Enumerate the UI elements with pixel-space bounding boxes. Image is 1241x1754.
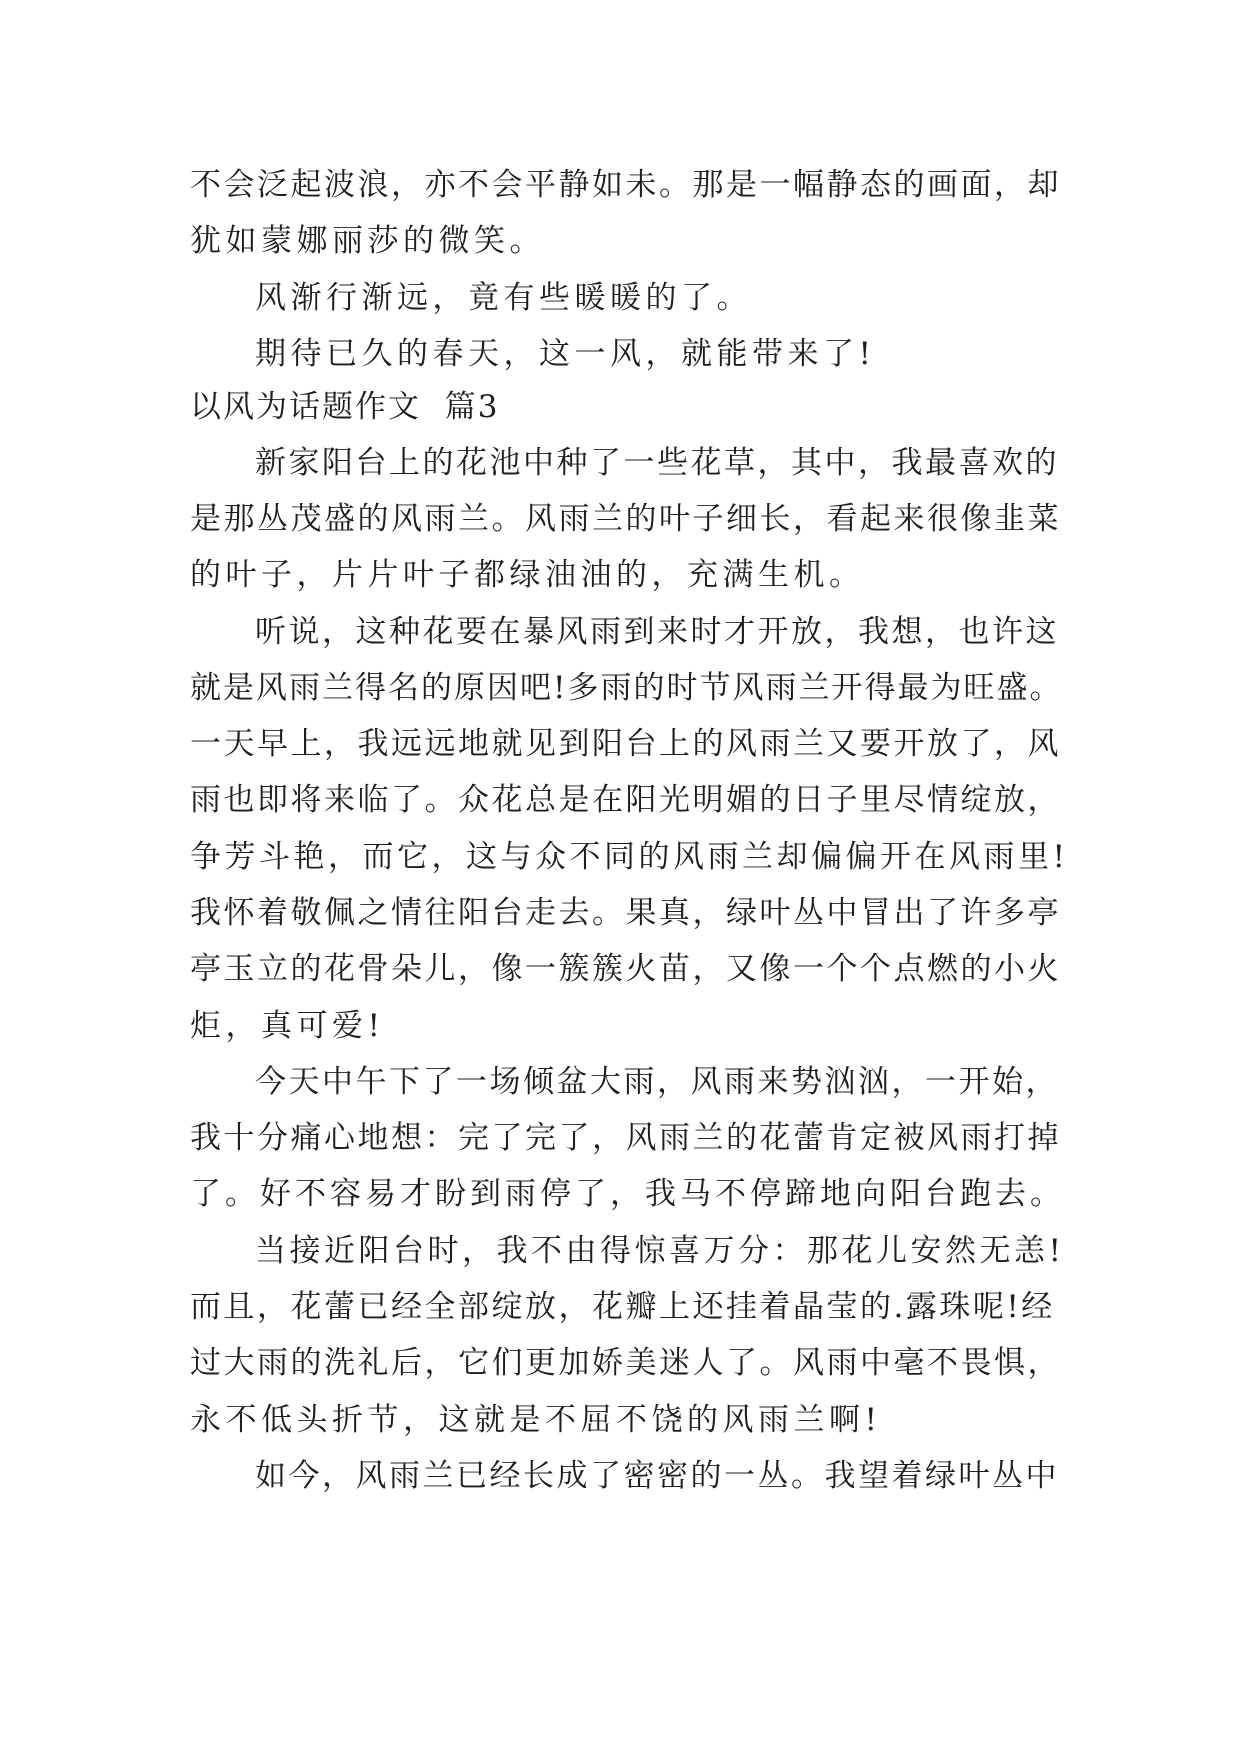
text-line: 永不低头折节，这就是不屈不饶的风雨兰啊! xyxy=(190,1402,882,1438)
section-heading: 以风为话题作文 篇3 xyxy=(190,389,500,425)
text-line: 我十分痛心地想：完了完了，风雨兰的花蕾肯定被风雨打掉 xyxy=(190,1120,1061,1156)
text-line: 风渐行渐远，竟有些暖暖的了。 xyxy=(255,280,752,316)
text-line: 听说，这种花要在暴风雨到来时才开放，我想，也许这 xyxy=(255,614,1059,650)
text-line: 期待已久的春天，这一风，就能带来了! xyxy=(255,336,876,372)
text-line: 如今，风雨兰已经长成了密密的一丛。我望着绿叶丛中 xyxy=(255,1458,1059,1494)
text-line: 是那丛茂盛的风雨兰。风雨兰的叶子细长，看起来很像韭菜 xyxy=(190,501,1061,537)
text-line: 炬，真可爱! xyxy=(190,1008,385,1044)
text-line: 的叶子，片片叶子都绿油油的，充满生机。 xyxy=(190,557,865,593)
text-line: 当接近阳台时，我不由得惊喜万分：那花儿安然无恙! xyxy=(255,1233,1065,1269)
text-line: 争芳斗艳，而它，这与众不同的风雨兰却偏偏开在风雨里! xyxy=(190,839,1069,875)
text-line: 亭玉立的花骨朵儿，像一簇簇火苗，又像一个个点燃的小火 xyxy=(190,951,1061,987)
text-line: 了。好不容易才盼到雨停了，我马不停蹄地向阳台跑去。 xyxy=(190,1176,1065,1212)
text-line: 不会泛起波浪，亦不会平静如未。那是一幅静态的画面，却 xyxy=(190,167,1061,203)
text-line: 一天早上，我远远地就见到阳台上的风雨兰又要开放了，风 xyxy=(190,726,1061,762)
text-line: 而且，花蕾已经全部绽放，花瓣上还挂着晶莹的.露珠呢!经 xyxy=(190,1289,1055,1325)
text-line: 过大雨的洗礼后，它们更加娇美迷人了。风雨中毫不畏惧， xyxy=(190,1345,1061,1381)
text-line: 我怀着敬佩之情往阳台走去。果真，绿叶丛中冒出了许多亭 xyxy=(190,895,1061,931)
text-line: 雨也即将来临了。众花总是在阳光明媚的日子里尽情绽放， xyxy=(190,782,1061,818)
text-line: 犹如蒙娜丽莎的微笑。 xyxy=(190,223,545,259)
text-line: 今天中午下了一场倾盆大雨，风雨来势汹汹，一开始， xyxy=(255,1064,1059,1100)
text-line: 就是风雨兰得名的原因吧!多雨的时节风雨兰开得最为旺盛。 xyxy=(190,670,1063,706)
text-line: 新家阳台上的花池中种了一些花草，其中，我最喜欢的 xyxy=(255,445,1059,481)
